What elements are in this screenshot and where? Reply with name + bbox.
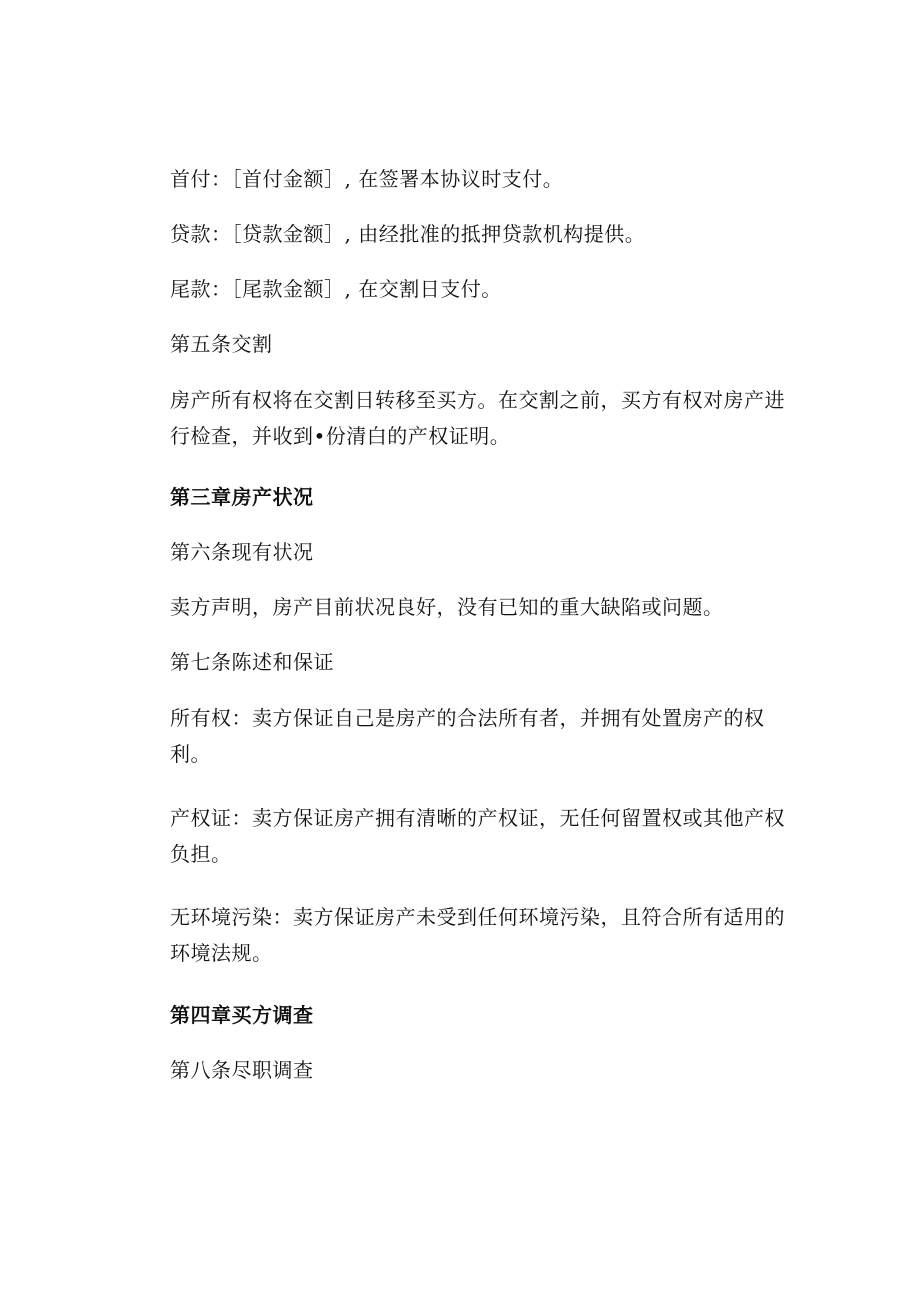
- ownership-warranty: 所有权：卖方保证自己是房产的合法所有者，并拥有处置房产的权利。: [170, 706, 765, 766]
- chapter-3-title: 第三章房产状况: [170, 485, 314, 509]
- loan-clause: 贷款：［贷款金额］, 由经批准的抵押贷款机构提供。: [170, 222, 646, 246]
- final-payment-clause: 尾款：［尾款金额］, 在交割日支付。: [170, 277, 502, 301]
- article-8-title: 第八条尽职调查: [170, 1058, 314, 1082]
- article-5-body: 房产所有权将在交割日转移至买方。在交割之前，买方有权对房产进行检查，并收到•份清白的产权证明。: [170, 388, 785, 448]
- title-certificate-warranty: 产权证：卖方保证房产拥有清晰的产权证，无任何留置权或其他产权负担。: [170, 806, 785, 866]
- environmental-warranty: 无环境污染：卖方保证房产未受到任何环境污染，且符合所有适用的环境法规。: [170, 905, 785, 965]
- article-5-title: 第五条交割: [170, 332, 273, 356]
- article-6-body: 卖方声明，房产目前状况良好，没有已知的重大缺陷或问题。: [170, 595, 724, 619]
- down-payment-clause: 首付：［首付金额］, 在签署本协议时支付。: [170, 167, 564, 191]
- chapter-4-title: 第四章买方调查: [170, 1003, 314, 1027]
- article-6-title: 第六条现有状况: [170, 540, 314, 564]
- article-7-title: 第七条陈述和保证: [170, 650, 334, 674]
